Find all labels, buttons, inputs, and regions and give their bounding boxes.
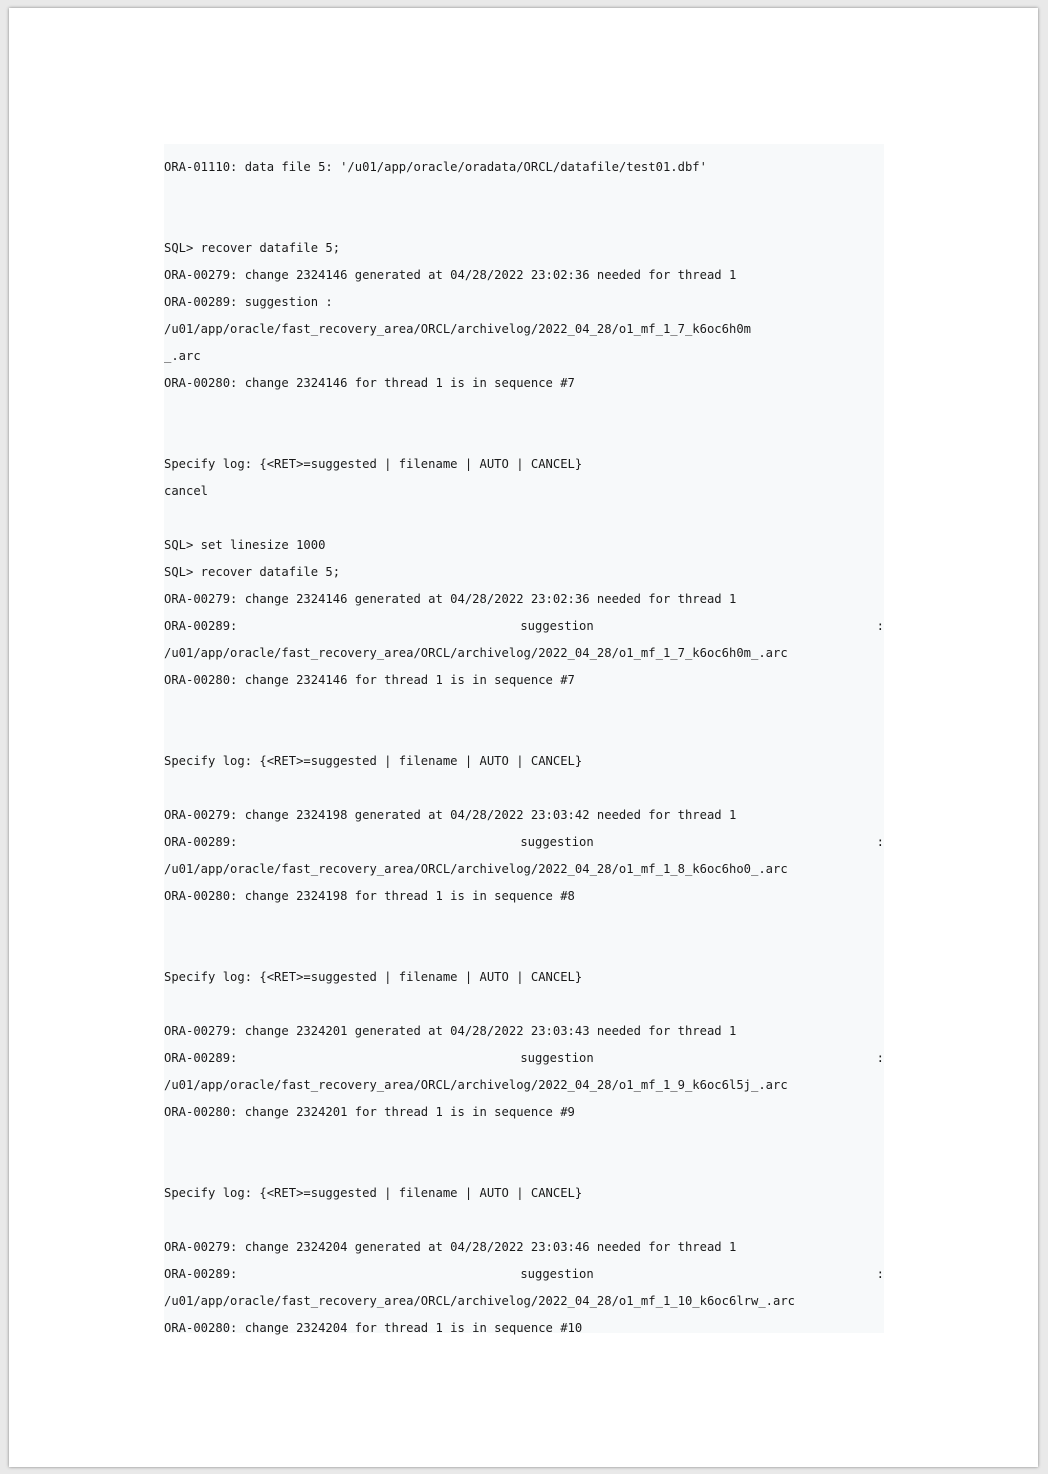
code-line: /u01/app/oracle/fast_recovery_area/ORCL/archivelog/2022_04_28/o1_mf_1_10_k6oc6lrw_.arc xyxy=(164,1294,796,1308)
code-line: SQL> recover datafile 5; xyxy=(164,565,341,579)
code-line: _.arc xyxy=(164,349,201,363)
code-line xyxy=(164,613,884,640)
code-line: ORA-00279: change 2324146 generated at 04/28/2022 23:02:36 needed for thread 1 xyxy=(164,268,737,282)
code-line-part: ORA-00289: xyxy=(164,619,238,633)
code-line: ORA-00280: change 2324204 for thread 1 is in sequence #10 xyxy=(164,1321,583,1335)
code-line: /u01/app/oracle/fast_recovery_area/ORCL/archivelog/2022_04_28/o1_mf_1_7_k6oc6h0m_.arc xyxy=(164,646,788,660)
code-line-part: : xyxy=(876,619,884,633)
code-line: Specify log: {<RET>=suggested | filename | AUTO | CANCEL} xyxy=(164,754,583,768)
code-line: /u01/app/oracle/fast_recovery_area/ORCL/archivelog/2022_04_28/o1_mf_1_9_k6oc6l5j_.arc xyxy=(164,1078,788,1092)
code-line: ORA-00279: change 2324198 generated at 04/28/2022 23:03:42 needed for thread 1 xyxy=(164,808,737,822)
code-line: /u01/app/oracle/fast_recovery_area/ORCL/archivelog/2022_04_28/o1_mf_1_8_k6oc6ho0_.arc xyxy=(164,862,788,876)
code-line: ORA-00279: change 2324146 generated at 04/28/2022 23:02:36 needed for thread 1 xyxy=(164,592,737,606)
code-line: ORA-01110: data file 5: '/u01/app/oracle/oradata/ORCL/datafile/test01.dbf' xyxy=(164,160,707,174)
code-line-part: suggestion xyxy=(520,1051,594,1065)
code-line-part: ORA-00289: xyxy=(164,1051,238,1065)
code-line: ORA-00280: change 2324146 for thread 1 is in sequence #7 xyxy=(164,673,575,687)
code-line: ORA-00280: change 2324201 for thread 1 is in sequence #9 xyxy=(164,1105,575,1119)
code-line: /u01/app/oracle/fast_recovery_area/ORCL/archivelog/2022_04_28/o1_mf_1_7_k6oc6h0m xyxy=(164,322,751,336)
code-line-part: ORA-00289: xyxy=(164,835,238,849)
code-line: SQL> recover datafile 5; xyxy=(164,241,341,255)
code-line-part: : xyxy=(876,835,884,849)
code-line: ORA-00280: change 2324146 for thread 1 is in sequence #7 xyxy=(164,376,575,390)
code-line: ORA-00280: change 2324198 for thread 1 is in sequence #8 xyxy=(164,889,575,903)
code-line-part: suggestion xyxy=(520,1267,594,1281)
code-line: cancel xyxy=(164,484,209,498)
code-line: Specify log: {<RET>=suggested | filename | AUTO | CANCEL} xyxy=(164,1186,583,1200)
code-line: Specify log: {<RET>=suggested | filename | AUTO | CANCEL} xyxy=(164,457,583,471)
code-line-part: : xyxy=(876,1051,884,1065)
code-line xyxy=(164,1045,884,1072)
document-page xyxy=(9,8,1038,1467)
code-line xyxy=(164,1261,884,1288)
code-line-part: suggestion xyxy=(520,835,594,849)
code-block xyxy=(164,144,884,1333)
code-line: ORA-00279: change 2324204 generated at 04/28/2022 23:03:46 needed for thread 1 xyxy=(164,1240,737,1254)
code-line: ORA-00289: suggestion : xyxy=(164,295,333,309)
code-line-part: : xyxy=(876,1267,884,1281)
code-line xyxy=(164,829,884,856)
code-line: SQL> set linesize 1000 xyxy=(164,538,326,552)
code-line-part: ORA-00289: xyxy=(164,1267,238,1281)
code-line: ORA-00279: change 2324201 generated at 04/28/2022 23:03:43 needed for thread 1 xyxy=(164,1024,737,1038)
code-line: Specify log: {<RET>=suggested | filename | AUTO | CANCEL} xyxy=(164,970,583,984)
code-line-part: suggestion xyxy=(520,619,594,633)
